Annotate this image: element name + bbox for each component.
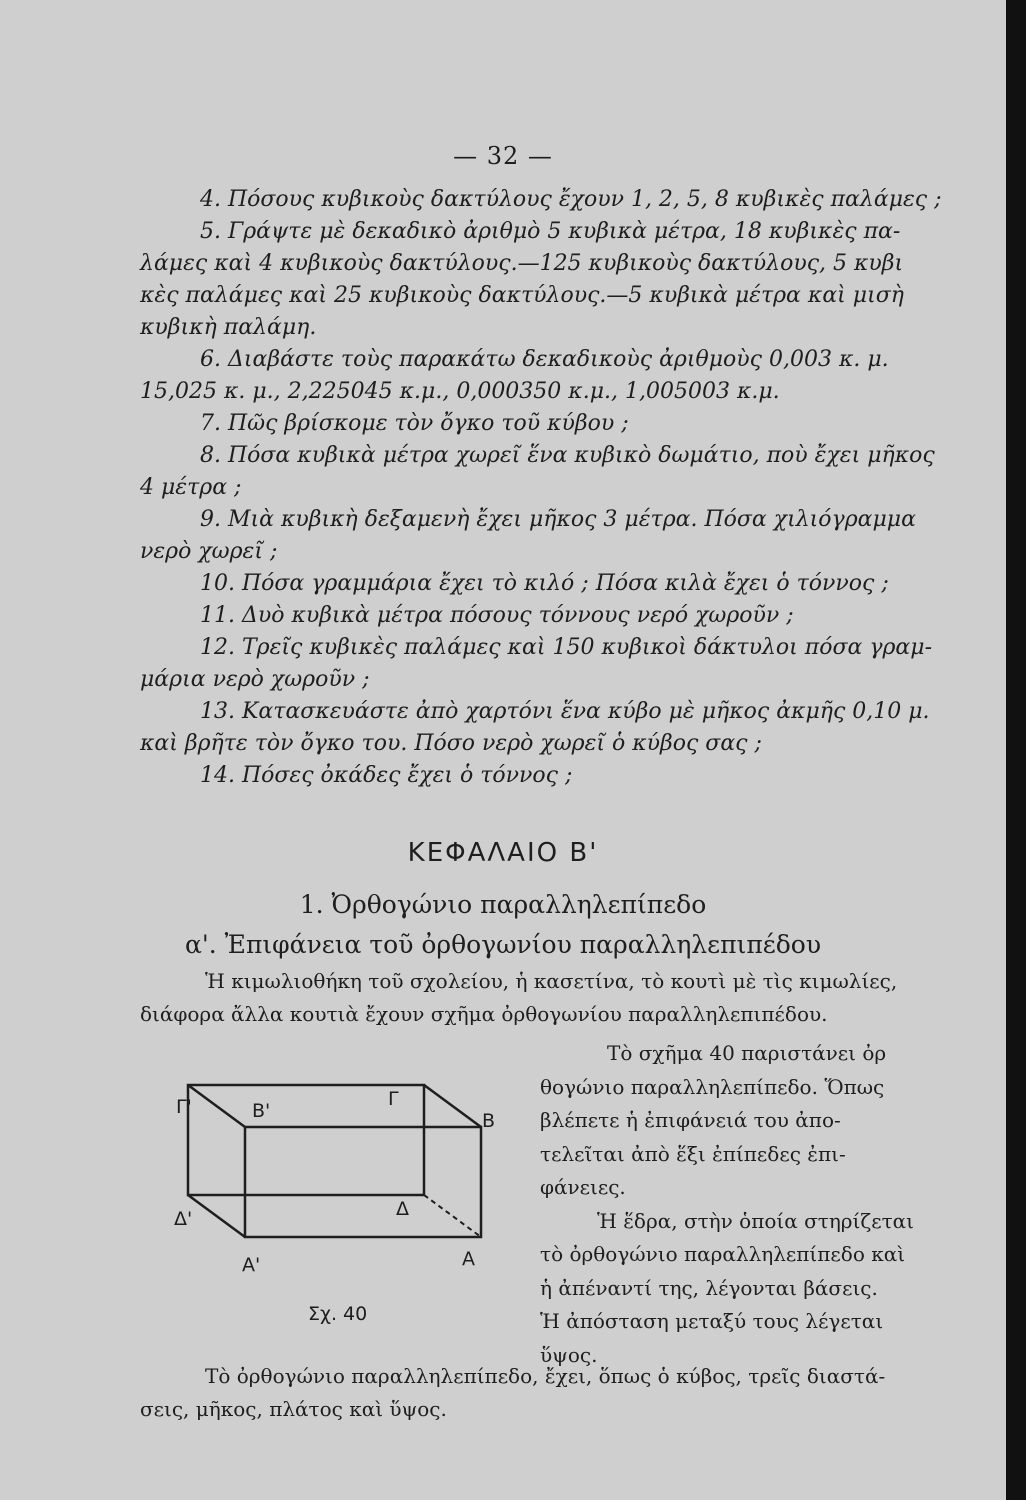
vertex-label: Β': [252, 1100, 271, 1122]
exercise-line: 7. Πῶς βρίσκομε τὸν ὄγκο τοῦ κύβου ;: [200, 411, 629, 436]
parallelepiped-figure: [170, 1075, 500, 1285]
chapter-title: ΚΕΦΑΛΑΙΟ Β': [407, 838, 599, 868]
exercise-line: 12. Τρεῖς κυβικὲς παλάμες καὶ 150 κυβικοὶ δάκτυλοι πόσα γραμ-: [200, 635, 933, 660]
vertex-label: Δ: [396, 1198, 409, 1220]
exercise-line: καὶ βρῆτε τὸν ὄγκο του. Πόσο νερὸ χωρεῖ ὁ κύβος σας ;: [140, 731, 762, 756]
edge: [424, 1085, 481, 1127]
subsection-title: α'. Ἐπιφάνεια τοῦ ὀρθογωνίου παραλληλεπιπέδου: [184, 930, 822, 959]
paragraph-line: θογώνιο παραλληλεπίπεδο. Ὅπως: [540, 1074, 885, 1099]
paragraph-line: Τὸ ὀρθογώνιο παραλληλεπίπεδο, ἔχει, ὅπως ὁ κύβος, τρεῖς διαστά-: [205, 1364, 886, 1388]
paragraph-line: ὕψος.: [540, 1342, 598, 1367]
hidden-edge: [424, 1195, 481, 1237]
paragraph-line: βλέπετε ἡ ἐπιφάνειά του ἀπο-: [540, 1108, 841, 1132]
front-face: [245, 1127, 481, 1237]
exercise-line: κυβικὴ παλάμη.: [140, 315, 317, 340]
exercise-line: νερὸ χωρεῖ ;: [140, 539, 278, 564]
paragraph-line: ἡ ἀπέναντί της, λέγονται βάσεις.: [540, 1275, 878, 1300]
exercise-line: 4 μέτρα ;: [140, 475, 242, 500]
edge: [188, 1085, 245, 1127]
vertex-label: Α: [462, 1248, 475, 1270]
vertex-label: Γ': [176, 1096, 192, 1118]
edge: [188, 1195, 245, 1237]
page-number: — 32 —: [453, 142, 553, 170]
book-binding-edge: [1006, 0, 1026, 1500]
paragraph-line: Ἡ ἀπόσταση μεταξύ τους λέγεται: [540, 1309, 884, 1333]
exercise-line: λάμες καὶ 4 κυβικοὺς δακτύλους.—125 κυβικοὺς δακτύλους, 5 κυβι: [140, 251, 904, 276]
paragraph-line: Ἡ ἕδρα, στὴν ὁποία στηρίζεται: [597, 1208, 915, 1233]
vertex-label: Β: [482, 1110, 496, 1132]
paragraph-line: τὸ ὀρθογώνιο παραλληλεπίπεδο καὶ: [540, 1242, 906, 1266]
paragraph-line: Τὸ σχῆμα 40 παριστάνει ὀρ: [607, 1041, 887, 1065]
exercise-list: [140, 184, 990, 792]
exercise-line: 14. Πόσες ὀκάδες ἔχει ὁ τόννος ;: [200, 763, 573, 788]
paragraph-line: Ἡ κιμωλιοθήκη τοῦ σχολείου, ἡ κασετίνα, τὸ κουτὶ μὲ τὶς κιμωλίες,: [205, 969, 898, 993]
section-title: 1. Ὀρθογώνιο παραλληλεπίπεδο: [299, 890, 707, 919]
exercise-line: 6. Διαβάστε τοὺς παρακάτω δεκαδικοὺς ἀριθμοὺς 0,003 κ. μ.: [200, 347, 889, 372]
vertex-label: Δ': [174, 1208, 193, 1230]
exercise-line: 13. Κατασκευάστε ἀπὸ χαρτόνι ἕνα κύβο μὲ μῆκος ἀκμῆς 0,10 μ.: [200, 699, 930, 724]
paragraph-line: τελεῖται ἀπὸ ἕξι ἐπίπεδες ἐπι-: [540, 1141, 846, 1166]
paragraph-line: διάφορα ἄλλα κουτιὰ ἔχουν σχῆμα ὀρθογωνίου παραλληλεπιπέδου.: [140, 1002, 828, 1026]
exercise-line: 10. Πόσα γραμμάρια ἔχει τὸ κιλό ; Πόσα κιλὰ ἔχει ὁ τόννος ;: [200, 571, 889, 596]
exercise-line: κὲς παλάμες καὶ 25 κυβικοὺς δακτύλους.—5 κυβικὰ μέτρα καὶ μισὴ: [140, 283, 904, 308]
figure-caption: Σχ. 40: [308, 1303, 368, 1325]
paragraph-line: σεις, μῆκος, πλάτος καὶ ὕψος.: [140, 1397, 447, 1421]
vertex-label: Α': [242, 1254, 261, 1276]
paragraph-right: [540, 1037, 914, 1372]
exercise-line: 9. Μιὰ κυβικὴ δεξαμενὴ ἔχει μῆκος 3 μέτρα. Πόσα χιλιόγραμμα: [200, 507, 916, 532]
exercise-line: 8. Πόσα κυβικὰ μέτρα χωρεῖ ἕνα κυβικὸ δωμάτιο, ποὺ ἔχει μῆκος: [200, 443, 935, 468]
vertex-label: Γ: [388, 1088, 399, 1110]
exercise-line: 4. Πόσους κυβικοὺς δακτύλους ἔχουν 1, 2, 5, 8 κυβικὲς παλάμες ;: [200, 187, 942, 212]
exercise-line: 15,025 κ. μ., 2,225045 κ.μ., 0,000350 κ.μ., 1,005003 κ.μ.: [140, 379, 780, 404]
exercise-line: 11. Δυὸ κυβικὰ μέτρα πόσους τόννους νερό χωροῦν ;: [200, 603, 794, 628]
exercise-line: 5. Γράψτε μὲ δεκαδικὸ ἀριθμὸ 5 κυβικὰ μέτρα, 18 κυβικὲς πα-: [200, 219, 901, 244]
paragraph-line: φάνειες.: [540, 1175, 626, 1199]
exercise-line: μάρια νερὸ χωροῦν ;: [140, 667, 370, 692]
